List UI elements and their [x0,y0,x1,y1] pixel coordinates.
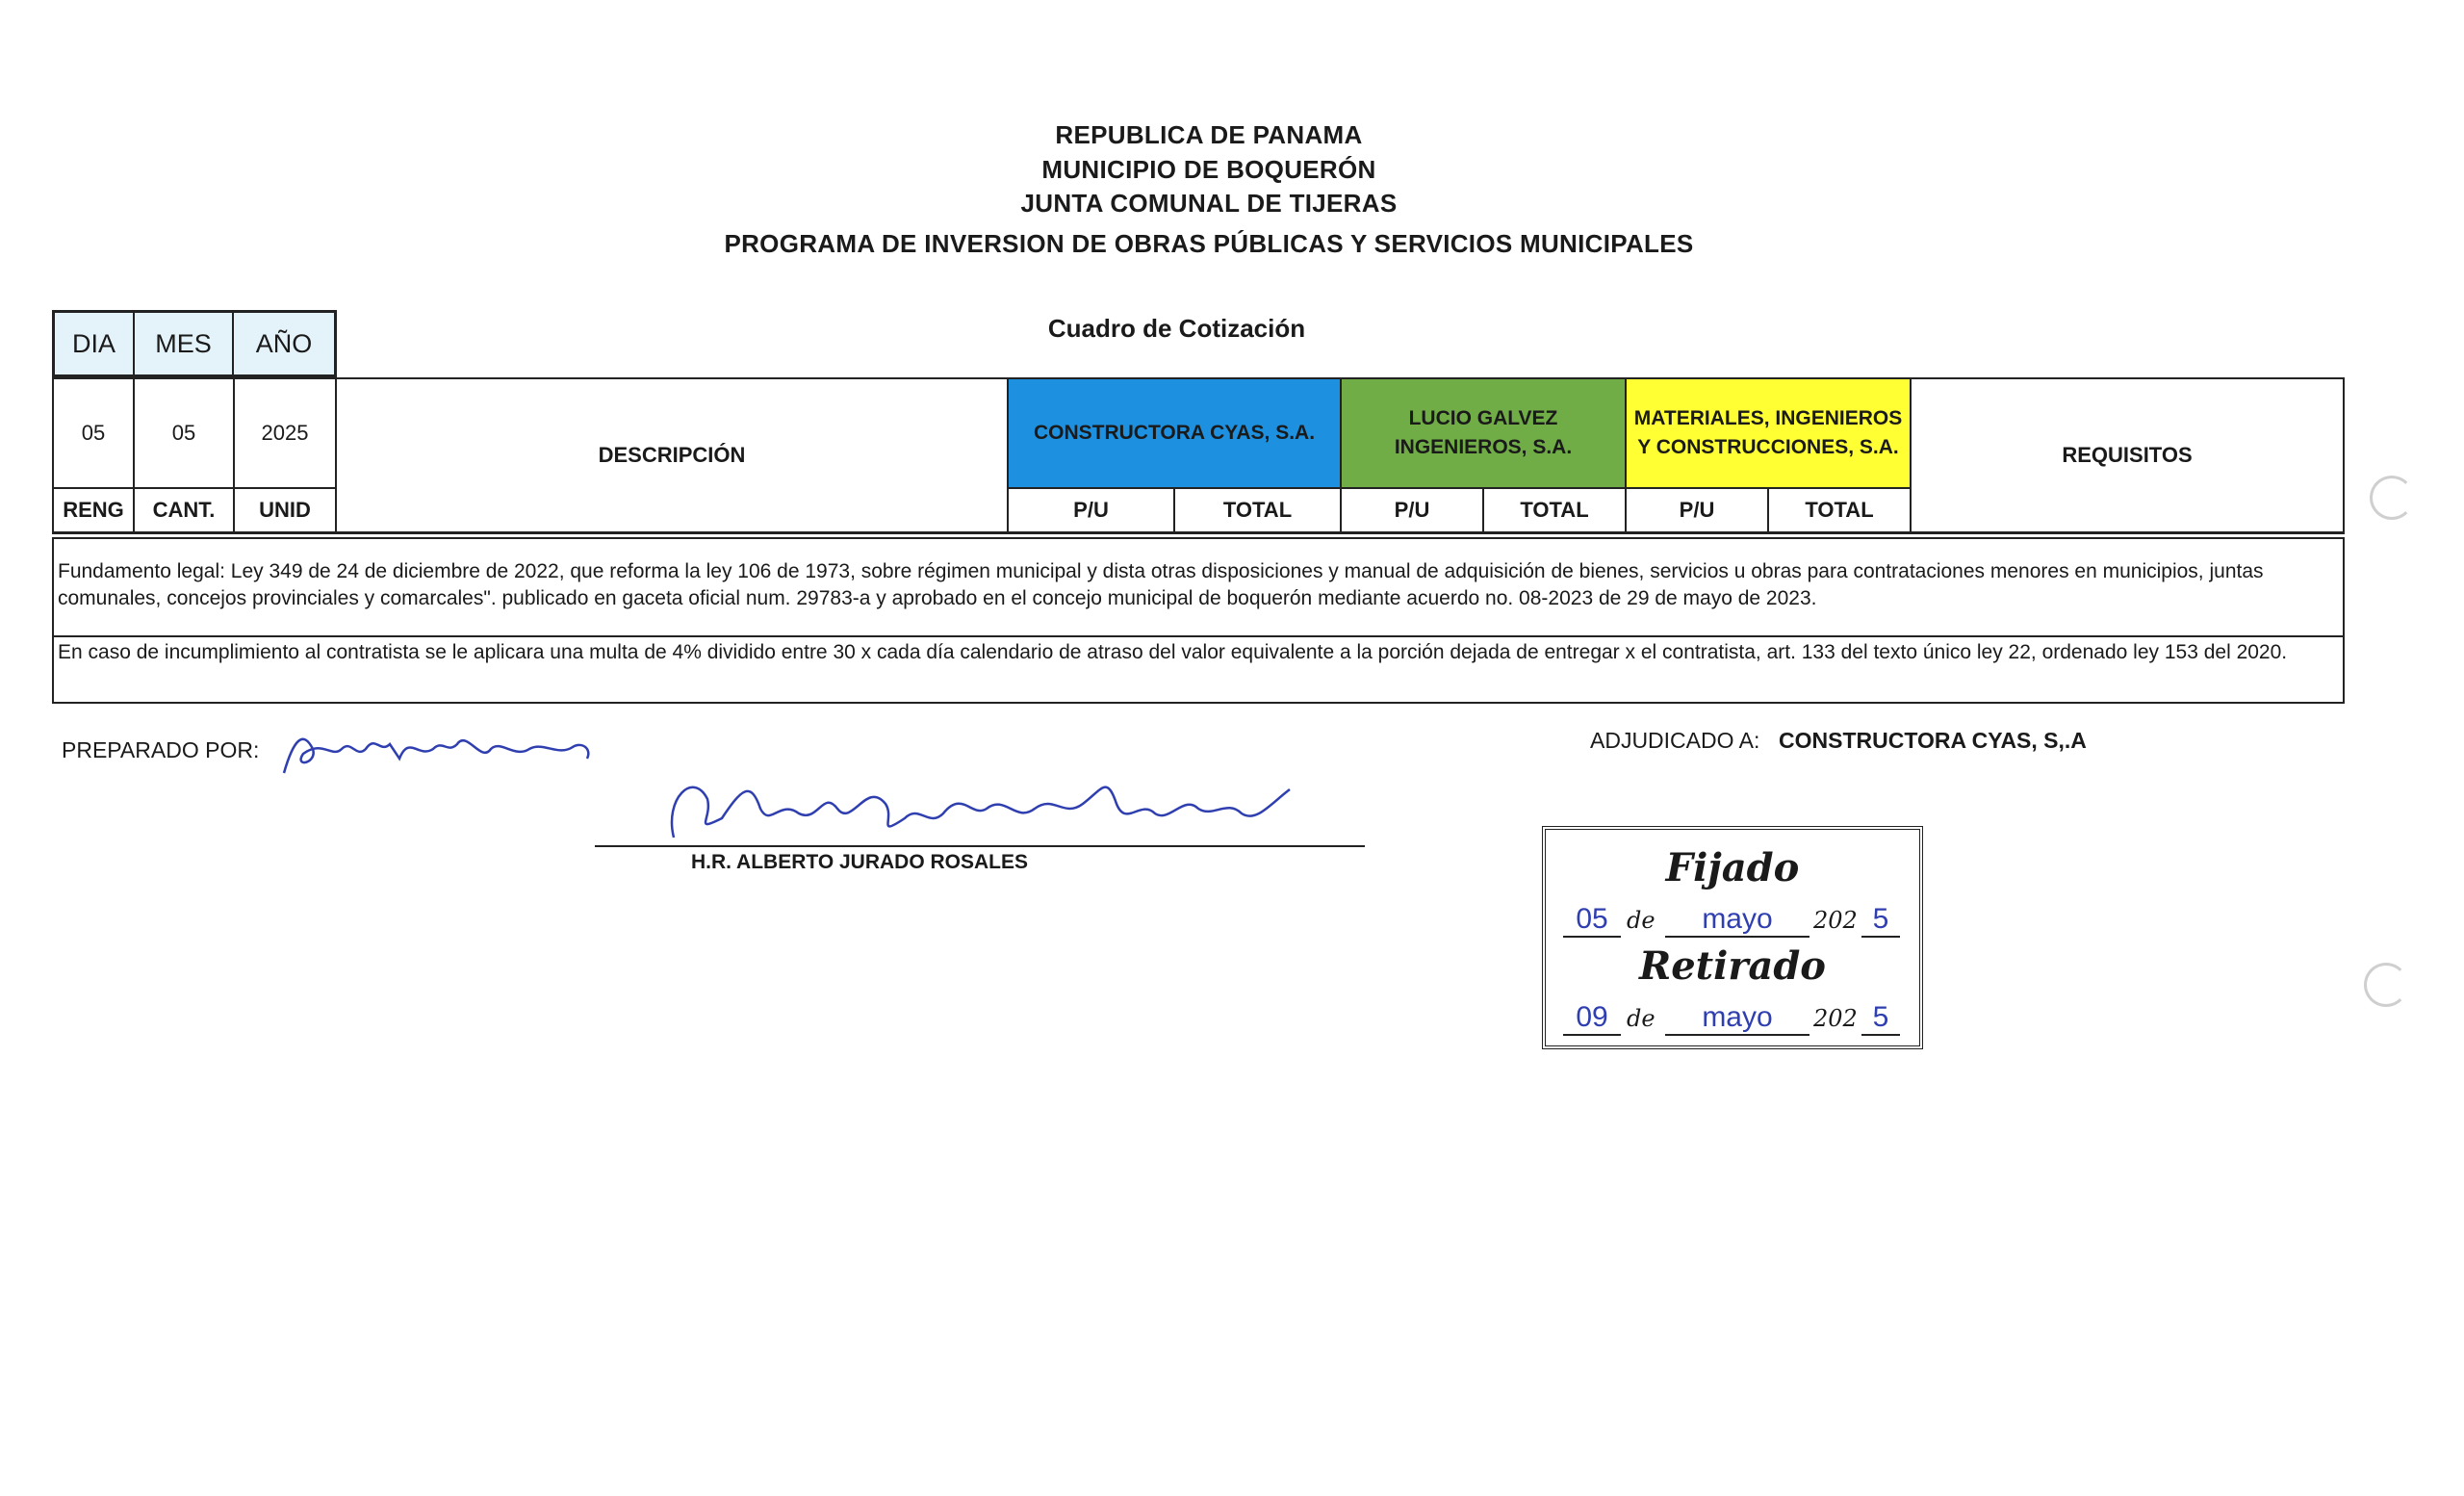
prepared-signature [274,720,602,787]
stamp-fijado-year-digit: 5 [1861,903,1900,938]
legal-penalty: En caso de incumplimiento al contratista se le aplicara una multa de 4% dividido entre 30 x cada día calendario de atraso del valor equivalente a la porción dejada de entregar x el contratista, art. 133 del texto único ley 22, ordenado ley 153 del 2020. [58,641,2288,663]
signer-name: H.R. ALBERTO JURADO ROSALES [690,851,1029,873]
requirements-header: REQUISITOS [2062,443,2193,467]
bidder3-pu: P/U [1627,487,1769,531]
bidder-materiales-ingenieros: MATERIALES, INGENIEROS Y CONSTRUCCIONES, S.A. [1627,379,1912,487]
mayor-signature [654,761,1319,857]
stamp-retirado-row [1557,1001,1913,1040]
date-label-month: MES [135,313,234,374]
posting-stamp [1542,826,1923,1049]
bidder2-pu: P/U [1342,487,1484,531]
stamp-fijado-label: Fijado [1665,845,1800,890]
stamp-retirado-year-digit: 5 [1861,1001,1900,1036]
date-label-day: DIA [55,313,135,374]
header-line-junta: JUNTA COMUNAL DE TIJERAS [1020,189,1398,218]
header-line-program: PROGRAMA DE INVERSION DE OBRAS PÚBLICAS Y SERVICIOS MUNICIPALES [724,229,1694,258]
legal-box [52,537,2345,704]
bidder2-total: TOTAL [1484,487,1627,531]
header-line-municipality: MUNICIPIO DE BOQUERÓN [1041,155,1376,184]
form-title: Cuadro de Cotización [1047,314,1306,343]
bidder-lucio-galvez: LUCIO GALVEZ INGENIEROS, S.A. [1342,379,1627,487]
date-value-day: 05 [54,379,135,487]
stamp-fijado-de: de [1627,907,1656,934]
header-line-republic: REPUBLICA DE PANAMA [1055,120,1363,149]
col-cant: CANT. [135,487,235,531]
signature-line [595,845,1365,847]
stamp-retirado-label: Retirado [1638,943,1826,989]
col-reng: RENG [54,487,135,531]
stamp-retirado-day: 09 [1563,1001,1621,1036]
awarded-label: ADJUDICADO A: [1590,728,1760,753]
bidder1-total: TOTAL [1175,487,1342,531]
prepared-by-label: PREPARADO POR: [62,737,260,762]
legal-divider [54,635,2343,637]
date-label-year: AÑO [255,328,313,358]
stamp-retirado-month: mayo [1665,1001,1810,1036]
stamp-fijado-row [1557,903,1913,941]
date-value-year: 2025 [235,379,337,487]
bidder3-total: TOTAL [1769,487,1912,531]
stamp-fijado-month: mayo [1665,903,1810,938]
stamp-fijado-day: 05 [1563,903,1621,938]
stamp-retirado-de: de [1627,1005,1656,1032]
stamp-fijado-year-prefix: 202 [1813,907,1858,934]
bidder-constructora-cyas: CONSTRUCTORA CYAS, S.A. [1009,379,1342,487]
stamp-retirado-year-prefix: 202 [1813,1005,1858,1032]
date-value-month: 05 [135,379,235,487]
punch-hole-icon [2364,963,2408,1007]
legal-fundamento: Fundamento legal: Ley 349 de 24 de diciembre de 2022, que reforma la ley 106 de 1973, sobre régimen municipal y dista otras disposiciones y manual de adquisición de bienes, servicios u obras para contrataciones menores en municipios, juntas comunales, concejos provinciales y comarcales". publicado en gaceta oficial num. 29783-a y aprobado en el concejo municipal de boquerón mediante acuerdo no. 08-2023 de 29 de mayo de 2023. [58,560,2264,609]
quote-table [52,377,2345,534]
description-header: DESCRIPCIÓN [337,379,1009,531]
date-box [52,310,337,377]
col-unid: UNID [235,487,337,531]
awarded-value: CONSTRUCTORA CYAS, S,.A [1779,728,2087,753]
punch-hole-icon [2370,476,2414,520]
bidder1-pu: P/U [1009,487,1175,531]
